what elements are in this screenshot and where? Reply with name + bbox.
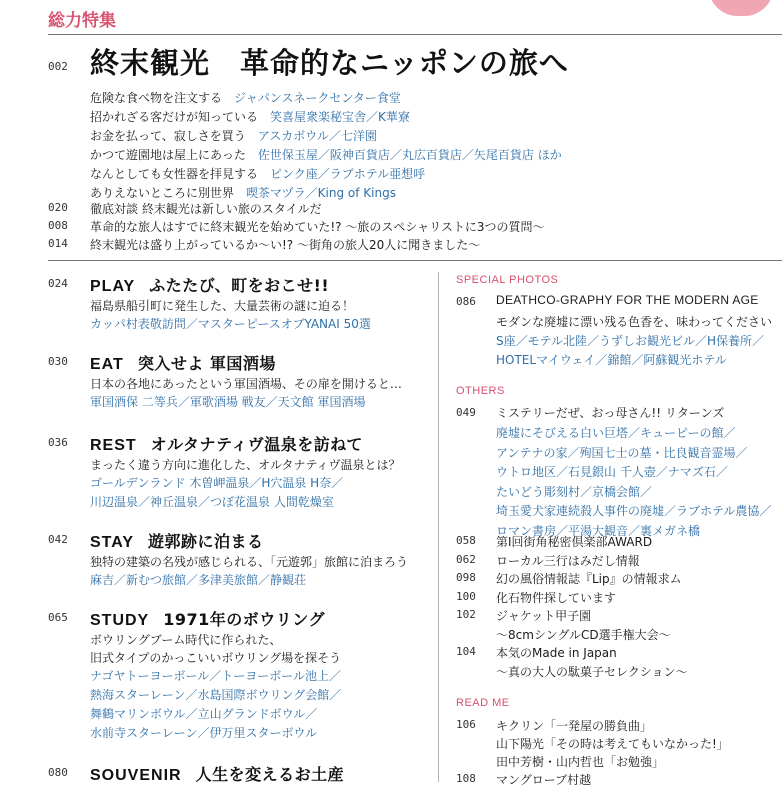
others-item-title: ローカル三行はみだし情報 [496,553,640,568]
feature-item-places: 笑喜屋衆楽秘宝舎／K華寮 [270,110,410,124]
feature-item-label: お金を払って、寂しさを買う [90,129,246,143]
feature-page-number: 002 [48,60,68,73]
feature-item-places: ジャパンスネークセンター食堂 [234,91,401,105]
section-title-en: STUDY [90,612,150,629]
sub-article-page-number: 020 [48,201,68,214]
section-title-ja: 遊郭跡に泊まる [148,532,264,551]
section-places: 水前寺スターレーン／伊万里スターボウル [90,726,318,740]
section-title-en: STAY [90,534,135,551]
feature-item-label: 危険な食べ物を注文する [90,91,223,105]
others-item-title: 幻の風俗情報誌『Lip』の情報求ム [496,572,682,586]
section-page-number: 042 [48,533,68,546]
special-places: S座／モテル北陸／うずしお観光ビル／H保養所／ [496,334,765,348]
others-item-page-number: 058 [456,534,476,547]
section-places: ナゴヤトーヨーボール／トーヨーボール池上／ [90,669,342,683]
section-title-ja: 人生を変えるお土産 [195,765,345,784]
section-page-number: 065 [48,611,68,624]
section-description: ボウリングブーム時代に作られた、 [90,633,282,647]
section-title [90,607,325,630]
section-page-number: 024 [48,277,68,290]
special-page-number: 086 [456,295,476,308]
others-places: ロマン書房／平湯大観音／裏メガネ橋 [496,523,701,538]
others-item-page-number: 062 [456,552,476,566]
others-page-number: 049 [456,406,476,419]
feature-item-places: 佐世保玉屋／阪神百貨店／丸広百貨店／矢尾百貨店 ほか [257,148,562,162]
section-title-en: PLAY [90,278,136,295]
section-title-ja: ふたたび、町をおこせ!! [149,276,330,295]
feature-item-places: 喫茶マヅラ／King of Kings [246,186,396,200]
section-description: 日本の各地にあったという軍国酒場、その扉を開けると… [90,377,402,391]
others-item-page-number: 100 [456,589,476,603]
read-me-item-title: 山下陽光「その時は考えてもいなかった!」 [496,737,729,751]
feature-item [90,127,377,144]
feature-item [90,146,562,163]
others-title: ミステリーだぜ、おっ母さん!! リターンズ [496,406,725,420]
section-title-ja: 突入せよ 軍国酒場 [137,354,276,373]
section-title [90,432,363,455]
section-places: カッパ村表敬訪問／マスターピースオブYANAI 50選 [90,317,371,331]
others-item-title: ジャケット甲子園 [496,609,592,623]
section-title-en: REST [90,437,137,454]
section-description: まったく違う方向に進化した、オルタナティヴ温泉とは？ [90,458,401,472]
special-photos-heading: SPECIAL PHOTOS [456,274,559,286]
section-description: 旧式タイプのかっこいいボウリング場を探そう [90,651,342,665]
section-title [90,351,276,374]
corner-decoration [708,0,774,16]
others-item-title: 〜真の大人の駄菓子セレクション〜 [496,664,688,679]
feature-title: 終末観光 革命的なニッポンの旅へ [90,46,569,80]
section-places: 軍国酒保 二等兵／軍歌酒場 戦友／天文館 軍国酒場 [90,395,366,409]
read-me-item-title: キクリン「一発屋の勝負曲」 [496,719,653,733]
sub-article-title: 革命的な旅人はすでに終末観光を始めていた!? 〜旅のスペシャリストに3つの質問〜 [90,220,545,234]
others-item-title: 本気のMade in Japan [496,646,617,660]
feature-item-label: なんとしても女性器を拝見する [90,167,259,181]
section-description: 独特の建築の名残が感じられる、「元遊郭」旅館に泊まろう [90,555,409,569]
special-description: モダンな廃墟に漂い残る色香を、味わってください [496,315,773,329]
special-places: HOTELマイウェイ／錦館／阿蘇観光ホテル [496,353,727,367]
special-title: DEATHCO-GRAPHY FOR THE MODERN AGE [496,293,759,307]
others-places: アンテナの家／殉国七士の墓・比良観音霊場／ [496,445,748,460]
section-description: 福島県船引町に発生した、大量芸術の謎に迫る！ [90,299,355,313]
section-title-en: EAT [90,356,124,373]
others-item-title: 化石物件探しています [496,590,617,605]
read-me-item-page-number: 106 [456,718,476,731]
feature-item-label: 招かれざる客だけが知っている [90,110,259,124]
feature-item-label: ありえないところに別世界 [90,186,235,200]
read-me-item-title: マングローブ村越 [496,773,592,787]
sub-article-title: 終末観光は盛り上がっているか〜い!? 〜街角の旅人20人に聞きました〜 [90,238,481,252]
section-places: ゴールデンランド 木曽岬温泉／H穴温泉 H奈／ [90,476,344,490]
read-me-heading: READ ME [456,697,510,709]
sub-article-title: 徹底対談 終末観光は新しい旅のスタイルだ [90,202,322,216]
others-item-page-number: 098 [456,571,476,584]
others-item-title: 第Ⅰ回街角秘密倶楽部AWARD [496,535,653,549]
others-heading: OTHERS [456,385,505,397]
section-title-ja: オルタナティヴ温泉を訪ねて [150,435,363,454]
feature-item [90,89,401,106]
sub-article-page-number: 014 [48,237,68,250]
feature-item [90,108,410,125]
feature-item-places: アスカボウル／七洋園 [257,129,377,143]
others-places: たいどう彫刻村／京橋会館／ [496,484,653,499]
sub-article-page-number: 008 [48,219,68,232]
section-title-ja: 1971年のボウリング [163,610,325,629]
column-divider [438,272,439,782]
section-page-number: 030 [48,355,68,368]
section-page-number: 080 [48,766,68,779]
section-title-en: SOUVENIR [90,767,182,784]
feature-item-label: かつて遊園地は屋上にあった [90,148,246,162]
others-item-page-number: 104 [456,645,476,658]
others-places: 埼玉愛犬家連続殺人事件の廃墟／ラブホテル農協／ [496,504,772,518]
section-divider [48,260,782,261]
feature-header: 総力特集 [48,11,116,31]
feature-item [90,165,425,182]
feature-item [90,184,396,201]
header-divider [48,34,782,35]
section-places: 川辺温泉／神丘温泉／つぼ花温泉 人間乾燥室 [90,495,334,509]
section-page-number: 036 [48,436,68,449]
read-me-item-title: 田中芳樹・山内哲也「お勉強」 [496,755,665,769]
others-places: ウトロ地区／石見銀山 千人壺／ナマズ石／ [496,465,728,479]
others-item-page-number: 102 [456,608,476,621]
section-places: 熱海スターレーン／水島国際ボウリング会館／ [90,688,342,702]
section-places: 麻吉／新むつ旅館／多津美旅館／静観荘 [90,573,307,587]
others-places: 廃墟にそびえる白い巨塔／キューピーの館／ [496,426,736,440]
section-places: 舞鶴マリンボウル／立山グランドボウル／ [90,707,318,721]
section-title [90,529,264,552]
others-item-title: 〜8cmシングルCD選手権大会〜 [496,627,671,642]
section-title [90,273,329,296]
feature-item-places: ピンク座／ラブホテル亜想呼 [270,167,426,181]
read-me-item-page-number: 108 [456,772,476,785]
